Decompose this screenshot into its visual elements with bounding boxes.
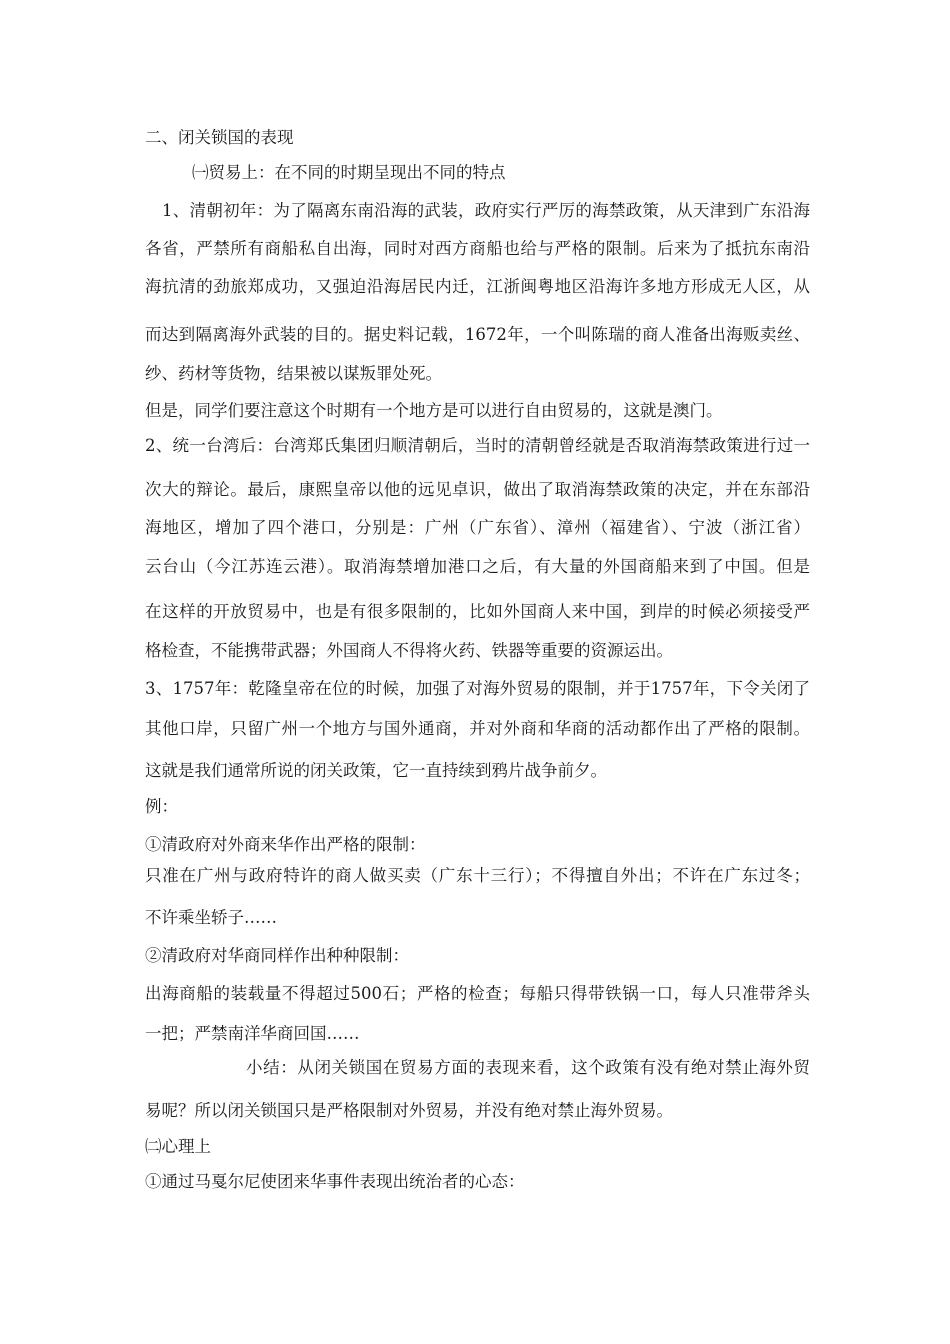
- paragraph-line: 格检查，不能携带武器；外国商人不得将火药、铁器等重要的资源运出。: [145, 641, 673, 660]
- subheading-psychology: ㈡心理上: [145, 1137, 211, 1156]
- paragraph-line: 在这样的开放贸易中，也是有很多限制的，比如外国商人来中国，到岸的时候必须接受严: [145, 602, 810, 621]
- subheading-trade: ㈠贸易上：在不同的时期呈现出不同的特点: [192, 163, 506, 182]
- summary-line: 小结：从闭关锁国在贸易方面的表现来看，这个政策有没有绝对禁止海外贸: [246, 1058, 810, 1077]
- paragraph-line: ①通过马戛尔尼使团来华事件表现出统治者的心态：: [145, 1172, 525, 1191]
- paragraph-line: 各省，严禁所有商船私自出海，同时对西方商船也给与严格的限制。后来为了抵抗东南沿: [145, 239, 810, 258]
- paragraph-line: 不许乘坐轿子……: [145, 908, 277, 927]
- paragraph-line: ②清政府对华商同样作出种种限制：: [145, 946, 409, 965]
- paragraph-line: 而达到隔离海外武装的目的。据史料记载，1672年，一个叫陈瑞的商人准备出海贩卖丝、: [145, 325, 810, 344]
- paragraph-line: 但是，同学们要注意这个时期有一个地方是可以进行自由贸易的，这就是澳门。: [145, 401, 723, 420]
- paragraph-line: 纱、药材等货物，结果被以谋叛罪处死。: [145, 364, 442, 383]
- paragraph-line: 出海商船的装载量不得超过500石；严格的检查；每船只得带铁锅一口，每人只准带斧头: [145, 984, 810, 1003]
- paragraph-line: 例：: [145, 797, 178, 816]
- paragraph-line: 1、清朝初年：为了隔离东南沿海的武装，政府实行严厉的海禁政策，从天津到广东沿海: [162, 201, 810, 220]
- paragraph-line: 2、统一台湾后：台湾郑氏集团归顺清朝后，当时的清朝曾经就是否取消海禁政策进行过一: [145, 436, 810, 455]
- paragraph-line: 云台山（今江苏连云港）。取消海禁增加港口之后，有大量的外国商船来到了中国。但是: [145, 557, 810, 576]
- paragraph-line: 其他口岸，只留广州一个地方与国外通商，并对外商和华商的活动都作出了严格的限制。: [145, 719, 810, 738]
- section-heading: 二、闭关锁国的表现: [145, 128, 294, 147]
- paragraph-line: 海抗清的劲旅郑成功，又强迫沿海居民内迁，江浙闽粤地区沿海许多地方形成无人区，从: [145, 277, 810, 296]
- paragraph-line: 只准在广州与政府特许的商人做买卖（广东十三行）；不得擅自外出；不许在广东过冬；: [145, 866, 810, 885]
- paragraph-line: ①清政府对外商来华作出严格的限制：: [145, 835, 426, 854]
- paragraph-line: 次大的辩论。最后，康熙皇帝以他的远见卓识，做出了取消海禁政策的决定，并在东部沿: [145, 480, 810, 499]
- paragraph-line: 一把；严禁南洋华商回国……: [145, 1024, 360, 1043]
- paragraph-line: 这就是我们通常所说的闭关政策，它一直持续到鸦片战争前夕。: [145, 761, 607, 780]
- summary-line: 易呢？所以闭关锁国只是严格限制对外贸易，并没有绝对禁止海外贸易。: [145, 1101, 673, 1120]
- paragraph-line: 3、1757年：乾隆皇帝在位的时候，加强了对海外贸易的限制，并于1757年，下令关闭了: [145, 679, 810, 698]
- paragraph-line: 海地区，增加了四个港口，分别是：广州（广东省）、漳州（福建省）、宁波（浙江省）: [145, 518, 810, 537]
